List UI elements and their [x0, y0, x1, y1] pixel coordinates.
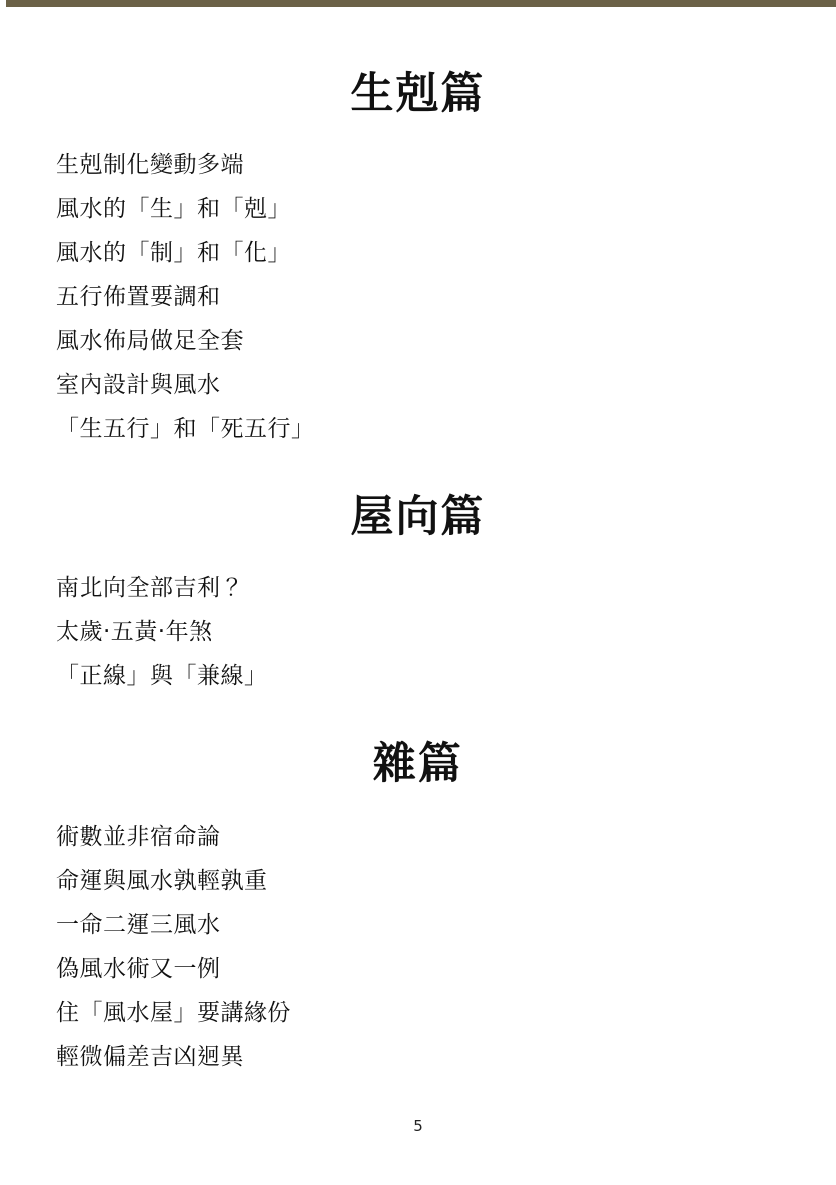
toc-list: [56, 143, 780, 451]
list-item[interactable]: 輕微偏差吉凶迥異: [56, 1044, 244, 1070]
list-item[interactable]: 住「風水屋」要講緣份: [56, 1000, 291, 1026]
section-title: 生剋篇: [350, 69, 486, 119]
page-number: 5: [413, 1117, 423, 1135]
list-item[interactable]: 「生五行」和「死五行」: [56, 416, 315, 442]
section-title: 屋向篇: [350, 492, 486, 542]
list-item[interactable]: 五行佈置要調和: [56, 284, 221, 310]
toc-list: [56, 566, 780, 698]
list-item[interactable]: 命運與風水孰輕孰重: [56, 868, 268, 894]
list-item[interactable]: 偽風水術又一例: [56, 956, 221, 982]
list-item[interactable]: 風水佈局做足全套: [56, 328, 244, 354]
list-item[interactable]: 室內設計與風水: [56, 372, 221, 398]
list-item[interactable]: 南北向全部吉利？: [56, 575, 244, 601]
list-item[interactable]: 術數並非宿命論: [56, 824, 221, 850]
list-item[interactable]: 風水的「生」和「剋」: [56, 196, 291, 222]
list-item[interactable]: 一命二運三風水: [56, 912, 221, 938]
list-item[interactable]: 太歲‧五黃‧年煞: [56, 619, 213, 645]
list-item[interactable]: 生剋制化變動多端: [56, 152, 244, 178]
toc-list: [56, 815, 780, 1079]
section-title: 雜篇: [373, 739, 463, 789]
toc-section-shengke: [56, 60, 780, 451]
toc-section-wuxiang: [56, 483, 780, 698]
list-item[interactable]: 風水的「制」和「化」: [56, 240, 291, 266]
list-item[interactable]: 「正線」與「兼線」: [56, 663, 268, 689]
toc-section-zapian: [56, 730, 780, 1079]
